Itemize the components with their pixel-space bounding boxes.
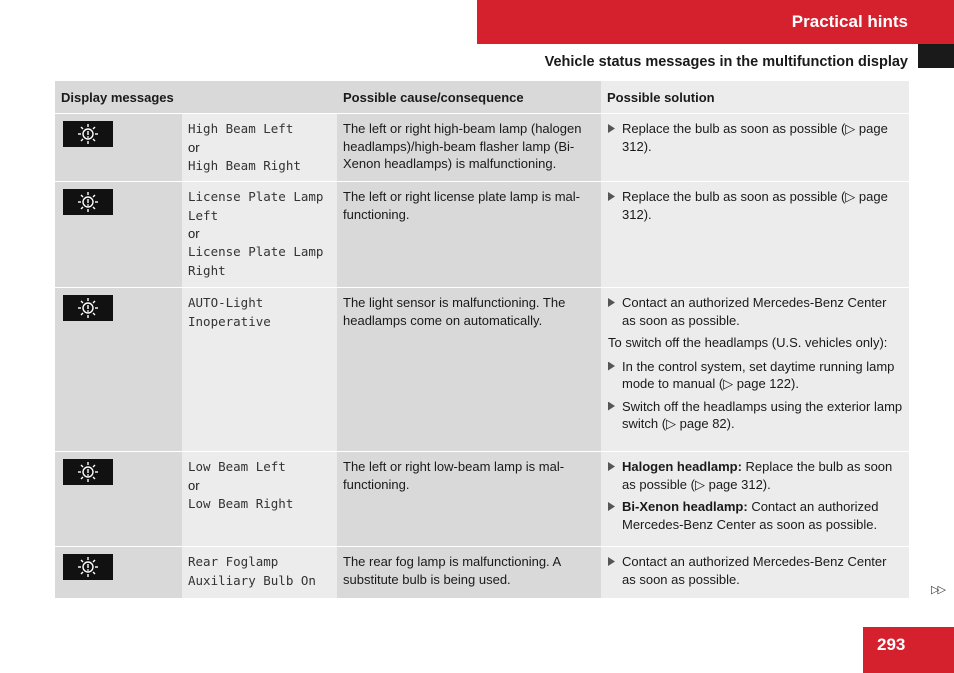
page-number: 293 — [877, 635, 906, 654]
possible-cause: The left or right high-beam lamp (halogen headlamps)/high-beam flasher lamp (Bi-Xenon headlamps) is malfunctioning. — [337, 114, 601, 181]
solution-step: Bi-Xenon headlamp: Contact an authorized Mercedes-Benz Center as soon as possible. — [608, 498, 903, 533]
possible-solution — [601, 452, 909, 546]
message-text: License Plate Lamp Left — [188, 189, 324, 223]
page-subtitle: Vehicle status messages in the multifunction display — [544, 54, 908, 70]
solution-emphasis: Bi-Xenon headlamp: — [622, 499, 748, 514]
display-message — [182, 288, 337, 451]
message-text: High Beam Right — [188, 157, 301, 173]
possible-solution — [601, 547, 909, 598]
or-label: or — [188, 139, 200, 155]
table-row — [55, 113, 909, 181]
solution-emphasis: Halogen headlamp: — [622, 459, 742, 474]
bullet-arrow-icon — [608, 362, 615, 371]
possible-cause: The left or right low-beam lamp is mal-functioning. — [337, 452, 601, 546]
possible-solution — [601, 182, 909, 287]
lamp-malfunction-icon — [63, 295, 113, 321]
solution-step: Halogen headlamp: Replace the bulb as soon as possible (▷ page 312). — [608, 458, 903, 493]
display-message — [182, 114, 337, 181]
section-title: Practical hints — [791, 12, 908, 31]
message-text: Rear Foglamp Auxiliary Bulb On — [188, 554, 316, 588]
lamp-malfunction-icon — [63, 554, 113, 580]
lamp-malfunction-icon — [63, 459, 113, 485]
possible-cause: The light sensor is malfunctioning. The headlamps come on automatically. — [337, 288, 601, 451]
chapter-tab-marker — [918, 44, 954, 68]
lamp-glyph — [76, 123, 100, 145]
bullet-arrow-icon — [608, 502, 615, 511]
lamp-glyph — [76, 191, 100, 213]
solution-step: Contact an authorized Mercedes-Benz Center as soon as possible. — [608, 294, 903, 329]
lamp-glyph — [76, 297, 100, 319]
display-message — [182, 182, 337, 287]
table-row — [55, 181, 909, 287]
table-row — [55, 546, 909, 598]
column-header-solution: Possible solution — [601, 81, 909, 113]
possible-cause: The left or right license plate lamp is mal-functioning. — [337, 182, 601, 287]
lamp-malfunction-icon — [63, 189, 113, 215]
bullet-arrow-icon — [608, 124, 615, 133]
message-text: License Plate Lamp Right — [188, 244, 324, 278]
solution-step: Switch off the headlamps using the exterior lamp switch (▷ page 82). — [608, 398, 903, 433]
table-row — [55, 451, 909, 546]
lamp-glyph — [76, 461, 100, 483]
bullet-arrow-icon — [608, 192, 615, 201]
possible-solution — [601, 288, 909, 451]
message-text: High Beam Left — [188, 121, 294, 136]
solution-step: Contact an authorized Mercedes-Benz Center as soon as possible. — [608, 553, 903, 588]
message-text: Low Beam Left — [188, 459, 286, 474]
column-header-display-messages: Display messages — [55, 81, 337, 113]
bullet-arrow-icon — [608, 298, 615, 307]
message-text: Low Beam Right — [188, 495, 294, 511]
bullet-arrow-icon — [608, 402, 615, 411]
continued-marker: ▷▷ — [931, 584, 944, 596]
display-message — [182, 547, 337, 598]
possible-solution — [601, 114, 909, 181]
lamp-glyph — [76, 556, 100, 578]
solution-step: In the control system, set daytime running lamp mode to manual (▷ page 122). — [608, 358, 903, 393]
solution-step: Replace the bulb as soon as possible (▷ page 312). — [608, 188, 903, 223]
display-message — [182, 452, 337, 546]
column-header-cause: Possible cause/consequence — [337, 81, 601, 113]
possible-cause: The rear fog lamp is malfunctioning. A substitute bulb is being used. — [337, 547, 601, 598]
bullet-arrow-icon — [608, 557, 615, 566]
solution-note: To switch off the headlamps (U.S. vehicles only): — [608, 335, 888, 350]
lamp-malfunction-icon — [63, 121, 113, 147]
table-row — [55, 287, 909, 451]
bullet-arrow-icon — [608, 462, 615, 471]
or-label: or — [188, 226, 200, 241]
table-header-row — [55, 81, 909, 113]
solution-step: Replace the bulb as soon as possible (▷ page 312). — [608, 120, 903, 155]
or-label: or — [188, 477, 200, 493]
status-messages-table — [55, 81, 909, 598]
message-text: AUTO-Light Inoperative — [188, 295, 271, 329]
